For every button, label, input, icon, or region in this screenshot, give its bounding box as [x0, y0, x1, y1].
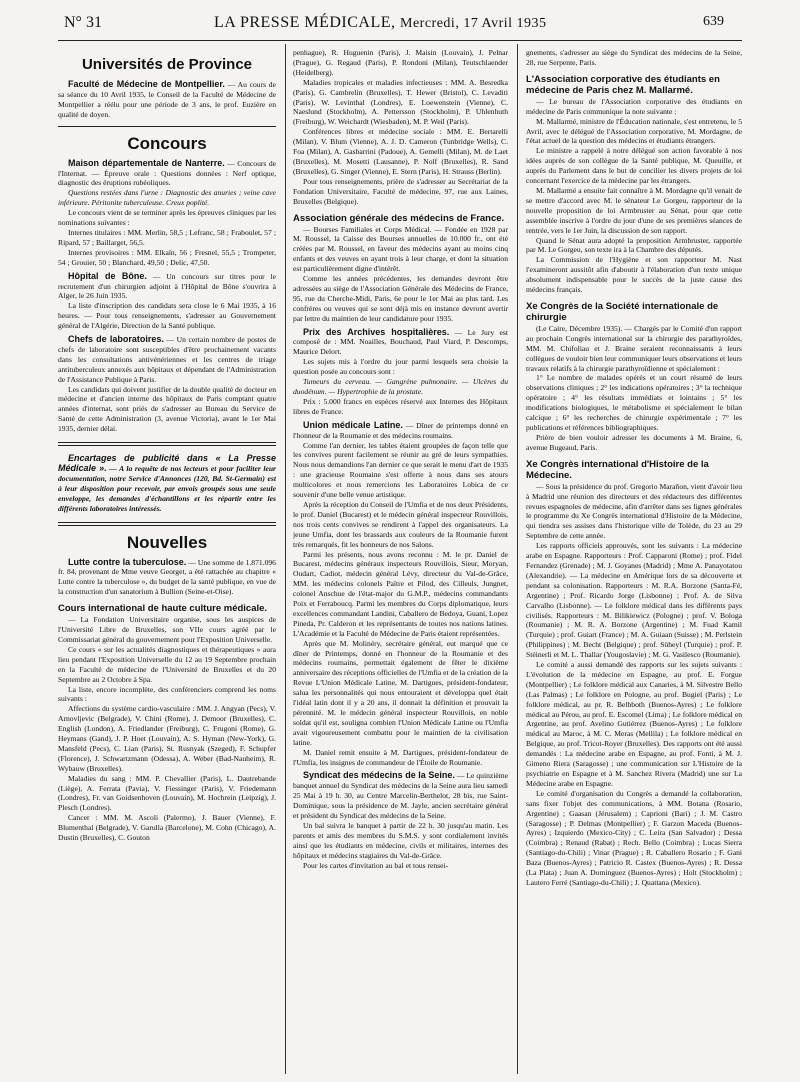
paragraph: M. Mallarmé a ensuite fait connaître à M. Mordagne qu'il venait de se mettre d'accord avec M. le sénateur Le Gorgeu, rapporteur de la nouvelle proposition de loi Armbruster au Sénat, pour que cette assemblée inscrive à l'ordre du jour d'une de ses premières séances de rentrée, vers le 1er Juin, la discussion de son rapport.	[526, 185, 742, 235]
paragraph: Internes provisoires : MM. Elkaïn, 56 ; Fresnel, 55,5 ; Trompeter, 54 ; Grouier, 50 ; Blanchard, 49,50 ; Delic, 47,50.	[58, 247, 276, 267]
paragraph: Comme l'an dernier, les tables étaient groupées de façon telle que les convives purent facilement se réunir au gré de leurs sympathies. Nous nous demandions l'an dernier ce que serait le menu d'art de 1935 : une gracieuse Roumaine s'est offerte à nous dans ses atours multicolores et nous remercions les Laboratoires Lobica de ce souvenir d'une belle venue artistique.	[293, 440, 508, 500]
paragraph: Prière de bien vouloir adresser les documents à M. Braine, 6, avenue Bugeaud, Paris.	[526, 432, 742, 452]
paragraph: Affections du système cardio-vasculaire : MM. J. Angyan (Pecs), V. Arnovljevic (Belgrade), V. Chini (Rome), J. Demoor (Bruxelles), C. English (London), A. Friedlander (Freiburg), C. Frugoni (Rome), G. Heymans (Gand), J. P. Hoet (Louvain), A. S. Hyman (New-York), G. Mansfeld (Pecs), C. Lian (Paris), St. Rusnyak (Szeged), F. Schupfer (Florence), J. Schwartzmann (Odessa), A. Weber (Bad-Nauheim), R. Wybauw (Bruxelles).	[58, 704, 276, 773]
paragraph: M. Daniel remit ensuite à M. Dartigues, président-fondateur de l'Umfia, les insignes de commandeur de l'Étoile de Roumanie.	[293, 747, 508, 767]
article-syndicat: Syndicat des médecins de la Seine. — Le quinzième banquet annuel du Syndicat des médecins de la Seine aura lieu samedi 25 Mai à 19 h. 30, au Centre Marcelin-Berthelot, 28 bis, rue Saint-Dominique, sous la présidence de M. Jayle, ancien secrétaire général et président du Syndicat des médecins de la Seine.	[293, 770, 508, 821]
journal-title	[214, 14, 547, 32]
article-prix-archives: Prix des Archives hospitalières. — Le Jury est composé de : MM. Noailles, Bouchaud, Paul Viard, P. Descomps, Maurice Delort.	[293, 326, 508, 357]
paragraph: 1° Le nombre de malades opérés et un court résumé de leurs observations cliniques ; 2° les indications opératoires ; 3° la technique opératoire ; 4° les résultats immédiats et lointains ; 5° les modifications biologiques, le métabolisme et spécialement le bilan calcique ; 6° les recherches de chirurgie expérimentale ; 7° les publications et références bibliographiques.	[526, 373, 742, 432]
paragraph: Après la réception du Conseil de l'Umfia et de nos deux Présidents, le prof. Daniel (Bucarest) et le médecin général inspecteur Rouvillois, nos trois cents convives se rendirent à l'appel des organisateurs. La jeune Umfia, dont les brassards aux couleurs de la Roumanie furent très remarqués, fit les honneurs de nos Salons.	[293, 499, 508, 549]
journal-name: LA PRESSE MÉDICALE,	[214, 14, 396, 31]
article-heading: Cours international de haute culture médicale.	[58, 603, 268, 615]
paragraph: La liste, encore incomplète, des conférenciers comprend les noms suivants :	[58, 684, 276, 704]
notice-encartages: Encartages de publicité dans « La Presse Médicale ». — A la requête de nos lecteurs et pour faciliter leur documentation, notre Service d'Annonces (120, Bd. St-Germain) est à leur disposition pour recevoir, par envois groupés sous une seule enveloppe, les demandes d'échantillons et les répartir entre les différents laboratoires intéressés.	[58, 453, 276, 513]
paragraph: Les candidats qui doivent justifier de la double qualité de docteur en médecine et d'ancien interne des hôpitaux de Paris comptant quatre années d'internat, sont priés de s'adresser au Bureau du Service de Santé de cette Administration (3, avenue Victoria), avant le 1er Mai 1935, dernier délai.	[58, 384, 276, 434]
paragraph: La Commission de l'Hygiène et son rapporteur M. Nast l'examineront aussitôt afin d'aboutir à l'élaboration d'un texte unique absolument indispensable pour le succès de la juste cause des médecins français.	[526, 255, 742, 295]
page-header	[64, 14, 724, 36]
paragraph: — La Fondation Universitaire organise, sous les auspices de l'Université Libre de Bruxelles, son VIIe cours agréé par le Commissariat général du gouvernement pour l'Exposition Universelle.	[58, 615, 276, 644]
article-montpellier: Faculté de Médecine de Montpellier. — Au cours de sa séance du 10 Avril 1935, le Conseil de la Faculté de Médecine de Montpellier a réélu pour une période de 3 ans, le prof. Euzière en qualité de doyen.	[58, 79, 276, 119]
article-heading: Xe Congrès de la Société internationale de chirurgie	[526, 300, 719, 323]
paragraph: — Bourses Familiales et Corps Médical. — Fondée en 1928 par M. Roussel, la Caisse des Bourses annuelles de 10.000 fr., ont été créées par M. Roussel, en faveur des médecins ayant au moins cinq enfants et des veuves en ayant trois à leur charge, et dont la situation est particulièrement digne d'intérêt.	[293, 224, 508, 274]
paragraph: Pour tous renseignements, prière de s'adresser au Secrétariat de la Fondation Universitaire, Faculté de médecine, 97, rue aux Laines, Bruxelles (Belgique).	[293, 176, 508, 206]
paragraph: — Sous la présidence du prof. Gregorio Marañon, vient d'avoir lieu à Madrid une réunion des directeurs et des rédacteurs des différentes revues espagnoles de médecine, afin d'arrêter dans ses lignes générales le programme du Xe Congrès international d'Histoire de la Médecine, qui tiendra ses assises dans l'historique ville de Tolède, du 23 au 29 Septembre de cette année.	[526, 481, 742, 541]
article-bone: Hôpital de Bône. — Un concours sur titres pour le recrutement d'un chirurgien adjoint à l'Hôpital de Bône s'ouvrira à Alger, le 26 Juin 1935.	[58, 270, 276, 301]
article-heading: Association générale des médecins de France.	[293, 212, 505, 224]
paragraph: Ce cours « sur les actualités diagnostiques et thérapeutiques » aura lieu pendant l'Exposition Universelle du 12 au 19 Septembre prochain en la Faculté de médecine de l'Université de Bruxelles et du 20 Septembre au 2 Octobre à Spa.	[58, 644, 276, 684]
column-2	[293, 48, 508, 1073]
header-rule	[58, 40, 742, 41]
divider	[58, 126, 276, 127]
paragraph: Parmi les présents, nous avons reconnu : M. le pr. Daniel de Bucarest, médecins généraux inspecteurs Rouvillois, Sieur, Moryan, Oudart, Cadiot, médecin général Lévy, directeur du Val-de-Grâce, MM. les médecins colonels Païtre et Pilod, des Cilleuls, Jungnet, colonel Anschue de l'état-major du G.M.P., médecins commandants Poix et Ferraboucq. Parmi les membres du Corps diplomatique, leurs excellences commandant Landini, Caballero de Bedoya, Guani, Lopez Pineda, Pr. Calderon et les représentants de toutes nos nations latines. L'Académie et la Faculté de Médecine de Paris étaient représentées.	[293, 549, 508, 638]
paragraph: (Le Caire, Décembre 1935). — Chargés par le Comité d'un rapport au prochain Congrès international sur la chirurgie des parathyroïdes, MM. M. Chifoliau et J. Braine seraient reconnaissants à leurs collègues de vouloir bien leur communiquer leurs observations et leurs travaux relatifs à la chirurgie parathyroïdienne et spécialement :	[526, 323, 742, 373]
paragraph: Le concours vient de se terminer après les épreuves cliniques par les nominations suivantes :	[58, 208, 276, 228]
paragraph: Un bal suivra le banquet à partir de 22 h. 30 jusqu'au matin. Les parents et amis des membres du S.M.S. y sont cordialement invités ainsi que les étudiants en médecine, civils et militaires, internes des hôpitaux et médecins stagiaires du Val-de-Grâce.	[293, 820, 508, 860]
column-3	[526, 48, 742, 1073]
paragraph: Le comité a aussi demandé des rapports sur les sujets suivants : L'évolution de la médecine en Espagne, au prof. E. Forgue (Montpellier) ; Le folklore médical aux Canaries, à M. Silvestre Bello (Las Palmas) ; Le folklore en Pologne, au prof. Bugiel (Paris) ; Le folklore médical, au pr. R. Belbboth (Buenos-Ayres) ; Le folklore médical au Pérou, au prof. E. Escomel (Lima) ; Le folklore médical en Argentine, au prof. Avelino Gutiérrez (Buenos-Ayres) ; Le folklore médical au Maroc, à M. C. Meras (Mellila) ; Le folklore médical en Belgique, au prof. Tricot-Royer (Bruxelles). Des rapports ont été aussi demandés : La médecine arabe en Espagne, au prof. Fonti, à M. J. Gimeno Riera (Saragosse) ; une communication sur L'Histoire de la psychiatrie en Espagne et à M. Sanchez Rivera (Madrid) une sur La Médecine arabe en Espagne.	[526, 660, 742, 788]
paragraph: Tumeurs du cerveau. — Gangrène pulmonaire. — Ulcères du duodénum. — Hypertrophie de la prostate.	[293, 377, 508, 396]
paragraph: Le comité d'organisation du Congrès a demandé la collaboration, sans fixer l'objet des communications, à MM. Botana (Rosario, Argentine) ; Gaasan (Jérusalem) ; Caprioni (Bari) ; J. M. Castro (Saragosse) ; P. Delmas (Montpellier) ; F. Garzon Maceda (Buenos-Ayres) ; Izquierdo (Mexico-City) ; C. Leira (San Salvador) ; Dessa (Coimbra) ; Renaud (Rabat) ; Rech. Bello (Coimbra) ; Lucas Sierra (Santiago-du-Chili) ; Vinar (Prague) ; R. Caballero Rosario ; F. Gani Baza (Buenos-Ayres) ; Patricio R. Castex (Buenos-Ayres) ; R. Dessa (La Plata) ; Juan A. Dominguez (Buenos-Ayres) ; Holt (Stockholm) ; Lautero Ferré (Santiago-du-Chili) ; J. Quattana (Mexico).	[526, 788, 742, 887]
paragraph: Prix : 5.000 francs en espèces réservé aux Internes des Hôpitaux libres de France.	[293, 396, 508, 416]
paragraph: Pour les cartes d'invitation au bal et tous rensei-	[303, 860, 449, 870]
column-1	[58, 48, 276, 1073]
issue-number: N° 31	[64, 14, 102, 31]
paragraph: Maladies tropicales et maladies infectieuses : MM. A. Besredka (Paris), G. Cambrelin (Bruxelles), T. Hewer (Bristol), C. Levaditi (Paris), W. Levinthal (Londres), E. Loewenstein (Vienne), C. Naeslund (Stockholm), A. Pettersson (Stockholm), P. Uhlenhuth (Freiburg), W. Weichardt (Wiesbaden), M. P. Weil (Paris).	[293, 77, 508, 127]
paragraph: Les rapports officiels approuvés, sont les suivants : La médecine arabe en Espagne. Rapporteurs : Prof. Capparoni (Rome) ; prof. Fidel Fernandez (Grenade) ; M. J. Goyanes (Madrid) ; Mme A. Panayotatou (Alexandrie). — La médecine en Amérique lors de sa découverte et pendant sa colonisation. Rapporteurs : M. R.A. Borzone (Santa-Fé, Argentine) ; Prof. Ricardo Jorge (Lisbonne) ; Prof. A. de Silva Carvalho (Lisbonne). — Le folklore médical dans les différents pays civilisés. Rapporteurs : M. Bilikiewicz (Pologne) ; prof. V. Bologa (Roumanie) ; M. R. A. Borzone (Argentine) ; M. Fuad Kamil (Turquie) ; prof. Guiart (France) ; M. A. Guiaan (Suisse) ; M. Perlstein (Philippines) ; M. Becht (Belgique) ; prof. Süheyl (Turquie) ; prof. P. Stéinerli et M. L. Thallar (Yougoslavie) ; M. G. Vasilesco (Roumanie).	[526, 541, 742, 660]
paragraph: gnements, s'adresser au siège du Syndicat des médecins de la Seine, 28, rue Serpente, Paris.	[526, 48, 742, 67]
issue-date: Mercredi, 17 Avril 1935	[400, 16, 547, 31]
paragraph: Quand le Sénat aura adopté la proposition Armbruster, rapportée par M. Le Gorgeu, son texte ira à la Chambre des députés.	[526, 235, 742, 255]
article-union-latine: Union médicale Latine. — Dîner de printemps donné en l'honneur de la Roumanie et des médecins roumains.	[293, 419, 508, 440]
paragraph: Le ministre a rappelé à notre délégué son action favorable à nos idées auprès de son collègue de la Santé publique, M. Queuille, et auprès du Parlement dans le but de concilier les divers projets de loi concernant l'exercice de la médecine par les étrangers.	[526, 146, 742, 186]
divider	[58, 442, 276, 446]
column-divider	[517, 44, 518, 1074]
paragraph: La liste d'inscription des candidats sera close le 6 Mai 1935, à 16 heures. — Pour tous renseignements, s'adresser au Gouvernement général de l'Algérie, Direction de la Santé publique.	[58, 301, 276, 331]
paragraph: Conférences libres et médecine sociale : MM. E. Bertarelli (Milan), V. Blum (Vienne), A. J. D. Cameron (Tunbridge Wells), C. Foa (Milan), A. Gasbarrini (Padoue), A. Gemelli (Milan), M. de Laet (Bruxelles), M. Mosetti (Lausanne), P. Nolf (Bruxelles), R. Sand (Bruxelles), G. Singer (Vienne), E. Stern (Paris), H. Strauss (Berlin).	[293, 127, 508, 176]
divider	[58, 522, 276, 526]
paragraph: penhague), R. Huguenin (Paris), J. Maisin (Louvain), J. Pelnar (Prague), G. Regaud (Paris), P. Rondoni (Milan), Teutschlaender (Heidelberg).	[293, 48, 508, 77]
page-number: 639	[703, 14, 724, 29]
paragraph: Après que M. Molinéry, secrétaire général, eut marqué que ce dîner de Printemps, donné en l'honneur de la Roumanie et des médecins roumains, permettait également de fêter le dixième anniversaire des réceptions officielles de l'Umfia et de la création de la Revue L'Union Médicale Latine, M. Dartigues, président-fondateur, salua les personnalités qui nous entouraient et développa quel était l'idéal latin dont il y a 20 ans, il donnait la définition et prouvait la pérennité. M. le médecin général inspecteur Rouvillois, en noble soldat qu'il est, souligna combien l'Union Médicale Latine ou l'Umfia avait vigoureusement combattu pour le maintien de la civilisation latine.	[293, 638, 508, 747]
section-title-universites: Universités de Province	[81, 56, 253, 73]
paragraph: — Le bureau de l'Association corporative des étudiants en médecine de Paris communique la note suivante :	[526, 96, 742, 116]
section-title-nouvelles: Nouvelles	[126, 532, 208, 552]
paragraph: Cancer : MM. M. Ascoli (Palermo), J. Bauer (Vienne), F. Blumenthal (Belgrade), V. Garulla (Barcelone), M. Cohn (Chicago), A. Dustin (Bruxelles), C. Gouton	[58, 813, 276, 843]
article-nanterre: Maison départementale de Nanterre. — Concours de l'Internat. — Épreuve orale : Questions données : Nerf optique, diagnostic des éruptions rubéoliques.	[58, 157, 276, 188]
paragraph: Questions restées dans l'urne : Diagnostic des anuries ; veine cave inférieure. Péritonite tuberculeuse. Creux poplité.	[58, 188, 276, 208]
paragraph: Comme les années précédentes, les demandes devront être adressées au siège de l'Association Générale des Médecins de France, 95, rue du Cherche-Midi, Paris, 6e pour le 1er Mai au plus tard. Les confrères ou veuves qui se sont déjà mis en instance devront avertir par lettre du maintien de leur candidature pour 1935.	[293, 274, 508, 323]
article-chefs-laboratoires: Chefs de laboratoires. — Un certain nombre de postes de chefs de laboratoire sont susceptibles d'être prochainement vacants dans les consultations antivénériennes et les centres de triage antituberculeux annexés aux hôpitaux et dépendant de l'Administration de l'Assistance Publique à Paris.	[58, 334, 276, 384]
paragraph: Internes titulaires : MM. Merlin, 58,5 ; Lefranc, 58 ; Fraboulet, 57 ; Ripard, 57 ; Baillarget, 56,5.	[58, 227, 276, 247]
article-tuberculose: Lutte contre la tuberculose. — Une somme de 1.871.096 fr. 84, provenant de Mme veuve Georget, a été rattachée au chapitre « Lutte contre la tuberculose », du budget de la santé publique, en vue de la construction d'un sanatorium à Bullion (Seine-et-Oise).	[58, 556, 276, 597]
article-heading: Xe Congrès international d'Histoire de la Médecine.	[526, 458, 709, 481]
paragraph: Les sujets mis à l'ordre du jour parmi lesquels sera choisie la question posée au concours sont :	[293, 357, 508, 377]
column-divider	[285, 44, 286, 1074]
article-heading: L'Association corporative des étudiants en médecine de Paris chez M. Mallarmé.	[526, 73, 720, 96]
paragraph: M. Mallarmé, ministre de l'Éducation nationale, s'est entretenu, le 5 Avril, avec le délégué de l'Association corporative, M. Mordagne, de l'état actuel de la question des médecins et étudiants étrangers.	[526, 116, 742, 146]
paragraph: Maladies du sang : MM. P. Chevallier (Paris), L. Dautrebande (Liège), A. Ferrata (Pavia), V. Fiessinger (Paris), V. Friedemann (Londres), Fr. van Goidsenhoven (Louvain), M. Hochrein (Leipzig), J. Plesch (Londres).	[58, 773, 276, 813]
section-title-concours: Concours	[127, 133, 207, 153]
